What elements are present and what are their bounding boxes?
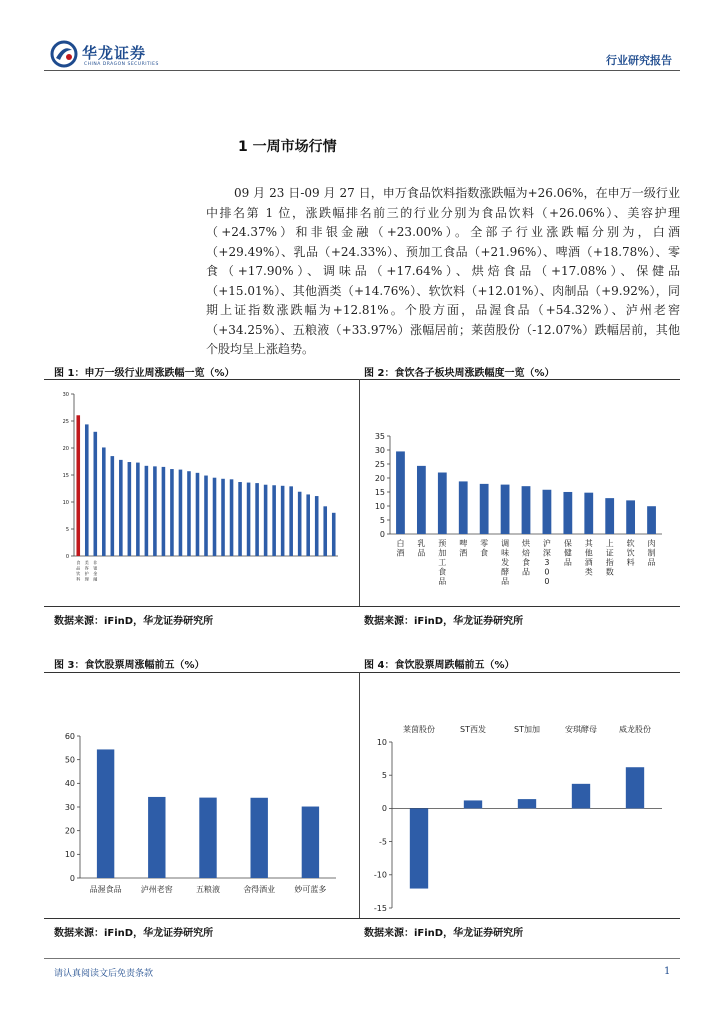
category-label-char: 烘 xyxy=(522,539,530,548)
category-label-char: 品 xyxy=(563,558,572,567)
figure-1-source: 数据来源：iFinD，华龙证券研究所 xyxy=(54,616,214,627)
category-label-char: 容 xyxy=(84,565,89,571)
y-tick-label: -15 xyxy=(373,903,387,913)
footer-disclaimer: 请认真阅读文后免责条款 xyxy=(54,969,154,979)
bar xyxy=(94,432,98,556)
section-title: 1 一周市场行情 xyxy=(238,139,337,155)
y-tick-label: 15 xyxy=(374,487,385,497)
category-label-char: 理 xyxy=(84,576,89,582)
bar xyxy=(230,479,234,556)
category-label-char: 0 xyxy=(544,567,550,577)
y-tick-label: 5 xyxy=(381,771,387,780)
category-label: ST加加 xyxy=(514,725,540,734)
y-tick-label: 5 xyxy=(65,526,69,533)
category-label-char: 预 xyxy=(438,539,447,548)
category-label-char: 健 xyxy=(563,548,572,558)
bar xyxy=(255,483,259,556)
bar xyxy=(315,496,319,556)
y-tick-label: 20 xyxy=(62,445,69,452)
category-label-char: 肉 xyxy=(647,539,656,548)
category-label-char: 饮 xyxy=(76,571,81,576)
page-number: 1 xyxy=(664,966,671,977)
category-label-char: 食 xyxy=(480,548,489,558)
bar xyxy=(626,500,635,534)
category-label-char: 白 xyxy=(396,539,405,548)
category-label-char: 工 xyxy=(438,558,447,567)
bar xyxy=(153,466,157,556)
bar xyxy=(162,467,166,556)
bar xyxy=(605,498,614,534)
category-label: 安琪酵母 xyxy=(565,725,597,734)
y-tick-label: 0 xyxy=(69,873,75,883)
brand-name: 华龙证券 xyxy=(82,44,147,62)
y-tick-label: -10 xyxy=(373,870,387,880)
bar xyxy=(85,424,89,556)
y-tick-label: 40 xyxy=(64,779,75,789)
y-tick-label: 15 xyxy=(62,472,69,479)
figure-4-title: 图 4：食饮股票周跌幅前五（%） xyxy=(364,660,515,671)
bar xyxy=(238,482,242,556)
figure-row-2-bottom-rule xyxy=(44,918,680,919)
figure-4-source: 数据来源：iFinD，华龙证券研究所 xyxy=(364,928,524,939)
y-tick-label: 50 xyxy=(64,755,75,765)
bar xyxy=(97,749,114,878)
category-label-char: 3 xyxy=(544,558,550,567)
y-tick-label: 25 xyxy=(62,418,69,425)
category-label-char: 美 xyxy=(84,560,89,565)
chart2-svg xyxy=(364,384,674,602)
category-label-char: 银 xyxy=(93,565,98,571)
category-label-char: 酵 xyxy=(501,567,510,577)
category-label: 舍得酒业 xyxy=(243,885,276,894)
bar xyxy=(119,460,123,556)
bar xyxy=(221,479,225,556)
category-label-char: 非 xyxy=(93,560,98,565)
bar xyxy=(459,481,468,534)
figure-3-title: 图 3：食饮股票周涨幅前五（%） xyxy=(54,660,205,671)
category-label-char: 护 xyxy=(84,571,89,576)
y-tick-label: 35 xyxy=(374,431,385,441)
category-label-char: 0 xyxy=(544,577,550,586)
y-tick-label: 25 xyxy=(374,459,385,469)
category-label-char: 料 xyxy=(76,576,81,582)
y-tick-label: 0 xyxy=(379,529,385,539)
category-label-char: 其 xyxy=(584,539,593,548)
bar xyxy=(187,471,191,556)
category-label-char: 品 xyxy=(438,577,447,586)
figure-1-title: 图 1：申万一级行业周涨跌幅一览（%） xyxy=(54,368,235,379)
category-label-char: 味 xyxy=(501,548,510,558)
bar xyxy=(480,484,489,534)
y-tick-label: 10 xyxy=(64,850,75,860)
bar xyxy=(199,798,216,878)
dragon-logo-icon xyxy=(50,40,78,68)
category-label-char: 品 xyxy=(647,558,656,567)
figure-row-1-divider xyxy=(359,379,360,606)
category-label-char: 加 xyxy=(438,548,447,558)
bar xyxy=(647,506,656,534)
chart-top-losers xyxy=(364,678,674,914)
chart-top-gainers xyxy=(54,678,344,914)
y-tick-label: 5 xyxy=(379,515,385,525)
category-label-char: 发 xyxy=(501,558,510,567)
figure-3-source: 数据来源：iFinD，华龙证券研究所 xyxy=(54,928,214,939)
bar xyxy=(170,469,174,556)
bar xyxy=(522,486,531,534)
bar xyxy=(332,513,336,556)
bar xyxy=(145,466,149,556)
bar xyxy=(572,784,590,809)
category-label-char: 零 xyxy=(480,539,489,548)
category-label-char: 制 xyxy=(647,548,656,558)
category-label-char: 证 xyxy=(605,548,614,558)
category-label-char: 深 xyxy=(542,548,551,558)
bar xyxy=(543,490,552,534)
figure-row-1-top-rule xyxy=(44,379,680,380)
bar xyxy=(76,415,80,556)
header-divider xyxy=(44,70,680,71)
category-label-char: 品 xyxy=(522,567,530,577)
y-tick-label: 30 xyxy=(64,802,75,812)
category-label-char: 沪 xyxy=(542,539,551,548)
bar xyxy=(136,463,140,556)
bar xyxy=(102,447,106,556)
category-label-char: 乳 xyxy=(417,539,426,548)
bar xyxy=(417,466,426,534)
y-tick-label: 10 xyxy=(62,499,69,506)
category-label-char: 融 xyxy=(93,576,98,582)
footer-divider xyxy=(44,958,680,959)
category-label-char: 上 xyxy=(605,539,614,548)
category-label-char: 食 xyxy=(438,567,447,577)
category-label: 威龙股份 xyxy=(619,725,651,734)
category-label: 妙可蓝多 xyxy=(294,885,327,894)
y-tick-label: 30 xyxy=(374,445,385,455)
bar xyxy=(563,492,572,534)
chart-industry-weekly-change xyxy=(54,384,344,602)
chart4-svg xyxy=(364,678,674,914)
y-tick-label: 30 xyxy=(62,391,69,398)
bar xyxy=(148,797,165,878)
category-label-char: 他 xyxy=(584,548,593,558)
bar xyxy=(281,486,285,556)
y-tick-label: 10 xyxy=(374,501,385,511)
market-summary-paragraph: 09 月 23 日-09 月 27 日，申万食品饮料指数涨跌幅为+26.06%，在申万一级行业中排名第 1 位，涨跌幅排名前三的行业分别为食品饮料（+26.06%）、美容护理（+24.37%）和非银金融（+23.00%）。全部子行业涨跌幅分别为，白酒（+29.49%）、乳品（+24.33%）、预加工食品（+21.96%）、啤酒（+18.78%）、零食（+17.90%）、调味品（+17.64%）、烘焙食品（+17.08%）、保健品（+15.01%）、其他酒类（+14.76%）、软饮料（+12.01%）、肉制品（+9.92%），同期上证指数涨跌幅为+12.81%。个股方面，品渥食品（+54.32%）、泸州老窖（+34.25%）、五粮液（+33.97%）涨幅居前；莱茵股份（-12.07%）跌幅居前，其他个股均呈上涨趋势。 xyxy=(206,186,680,356)
figure-row-1-bottom-rule xyxy=(44,606,680,607)
category-label-char: 焙 xyxy=(522,548,530,558)
category-label-char: 品 xyxy=(417,548,426,558)
category-label-char: 酒 xyxy=(396,548,405,558)
bar xyxy=(196,473,200,556)
report-type: 行业研究报告 xyxy=(606,54,672,67)
bar xyxy=(272,485,276,556)
category-label-char: 金 xyxy=(93,571,98,576)
bar xyxy=(584,493,593,534)
bar xyxy=(264,485,268,556)
bar xyxy=(302,807,319,878)
category-label-char: 软 xyxy=(626,539,635,548)
figure-2-title: 图 2：食饮各子板块周涨跌幅度一览（%） xyxy=(364,368,555,379)
category-label: 五粮液 xyxy=(196,885,220,894)
category-label-char: 食 xyxy=(522,558,530,567)
category-label: ST西发 xyxy=(460,725,486,734)
y-tick-label: 0 xyxy=(65,553,69,560)
chart1-svg xyxy=(54,384,344,602)
category-label: 泸州老窖 xyxy=(140,885,173,894)
bar xyxy=(128,462,132,556)
bar xyxy=(396,451,405,534)
category-label-char: 食 xyxy=(76,560,81,565)
category-label: 品渥食品 xyxy=(89,885,122,894)
category-label-char: 品 xyxy=(501,577,510,586)
bar xyxy=(204,476,208,556)
category-label-char: 啤 xyxy=(459,539,468,548)
bar xyxy=(111,456,115,556)
chart-subsector-weekly-change xyxy=(364,384,674,602)
category-label-char: 调 xyxy=(501,539,510,548)
category-label-char: 饮 xyxy=(626,548,635,558)
figure-row-2-top-rule xyxy=(44,672,680,673)
bar xyxy=(289,486,293,556)
category-label-char: 保 xyxy=(563,539,572,548)
bar xyxy=(247,483,251,556)
category-label-char: 料 xyxy=(626,558,635,567)
bar xyxy=(438,473,447,534)
bar xyxy=(626,767,644,808)
y-tick-label: 10 xyxy=(376,737,387,747)
brand-name-english: CHINA DRAGON SECURITIES xyxy=(84,62,159,67)
category-label: 莱茵股份 xyxy=(403,725,435,734)
category-label-char: 品 xyxy=(76,565,81,571)
bar xyxy=(306,494,310,556)
y-tick-label: 60 xyxy=(64,731,75,741)
chart3-svg xyxy=(54,678,344,914)
bar xyxy=(179,470,183,556)
y-tick-label: 20 xyxy=(64,826,75,836)
bar xyxy=(410,808,428,888)
category-label-char: 酒 xyxy=(584,558,593,567)
bar xyxy=(298,492,302,556)
category-label-char: 酒 xyxy=(459,548,468,558)
category-label-char: 类 xyxy=(584,567,593,577)
y-tick-label: 20 xyxy=(374,473,385,483)
bar xyxy=(213,478,217,556)
bar xyxy=(518,799,536,808)
figure-2-source: 数据来源：iFinD，华龙证券研究所 xyxy=(364,616,524,627)
y-tick-label: -5 xyxy=(379,837,387,847)
category-label-char: 指 xyxy=(605,558,614,567)
y-tick-label: 0 xyxy=(381,804,387,814)
category-label-char: 数 xyxy=(605,567,614,577)
figure-row-2-divider xyxy=(359,672,360,918)
bar xyxy=(501,485,510,534)
bar xyxy=(464,800,482,808)
page-header xyxy=(44,38,680,74)
bar xyxy=(323,506,327,556)
bar xyxy=(250,798,267,878)
